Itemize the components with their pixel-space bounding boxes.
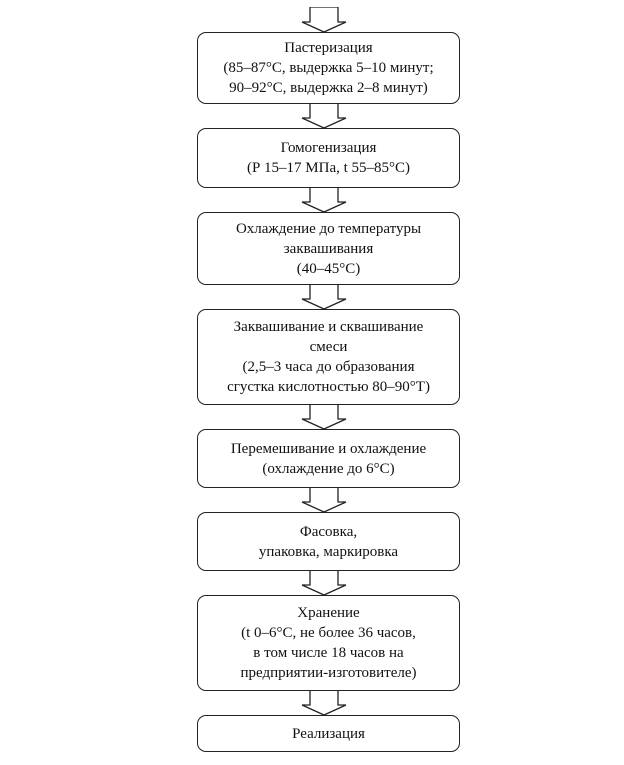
step-detail: (охлаждение до 6°С) xyxy=(262,460,395,477)
flow-arrow xyxy=(294,284,354,310)
step-fermentation xyxy=(197,309,460,405)
down-arrow-icon xyxy=(294,690,354,716)
step-title: Хранение xyxy=(297,605,360,621)
step-detail: (40–45°С) xyxy=(296,260,361,277)
flow-arrow xyxy=(294,690,354,716)
step-title: Реализация xyxy=(292,725,365,742)
down-arrow-icon xyxy=(294,7,354,33)
step-title: смеси xyxy=(309,339,348,355)
down-arrow-icon xyxy=(294,284,354,310)
step-sale xyxy=(197,715,460,752)
step-pasteurization xyxy=(197,32,460,104)
step-detail: сгустка кислотностью 80–90°Т) xyxy=(227,379,430,395)
step-detail: (2,5–3 часа до образования xyxy=(242,359,415,375)
down-arrow-icon xyxy=(294,187,354,213)
step-title: заквашивания xyxy=(283,240,374,257)
down-arrow-icon xyxy=(294,103,354,129)
flow-arrow xyxy=(294,404,354,430)
step-detail: (85–87°С, выдержка 5–10 минут; xyxy=(223,60,434,76)
step-title: Заквашивание и сквашивание xyxy=(233,319,424,335)
step-cooling-to-fermentation-temp xyxy=(197,212,460,285)
step-title: Пастеризация xyxy=(284,40,373,56)
step-detail: в том числе 18 часов на xyxy=(253,645,404,661)
down-arrow-icon xyxy=(294,487,354,513)
flow-arrow xyxy=(294,7,354,33)
flow-arrow xyxy=(294,570,354,596)
step-detail: 90–92°С, выдержка 2–8 минут) xyxy=(229,80,428,96)
step-title: Перемешивание и охлаждение xyxy=(230,440,427,457)
step-detail: предприятии-изготовителе) xyxy=(240,665,417,681)
step-mixing-and-cooling xyxy=(197,429,460,488)
step-homogenization xyxy=(197,128,460,188)
step-title: Гомогенизация xyxy=(280,140,377,156)
step-detail: (t 0–6°С, не более 36 часов, xyxy=(241,625,416,641)
flow-arrow xyxy=(294,187,354,213)
step-title: Фасовка, xyxy=(299,523,358,540)
step-storage xyxy=(197,595,460,691)
step-detail: (Р 15–17 МПа, t 55–85°С) xyxy=(246,160,411,176)
down-arrow-icon xyxy=(294,570,354,596)
step-title: Охлаждение до температуры xyxy=(235,220,422,237)
step-packaging xyxy=(197,512,460,571)
step-title: упаковка, маркировка xyxy=(258,543,399,560)
flow-arrow xyxy=(294,103,354,129)
down-arrow-icon xyxy=(294,404,354,430)
flow-arrow xyxy=(294,487,354,513)
